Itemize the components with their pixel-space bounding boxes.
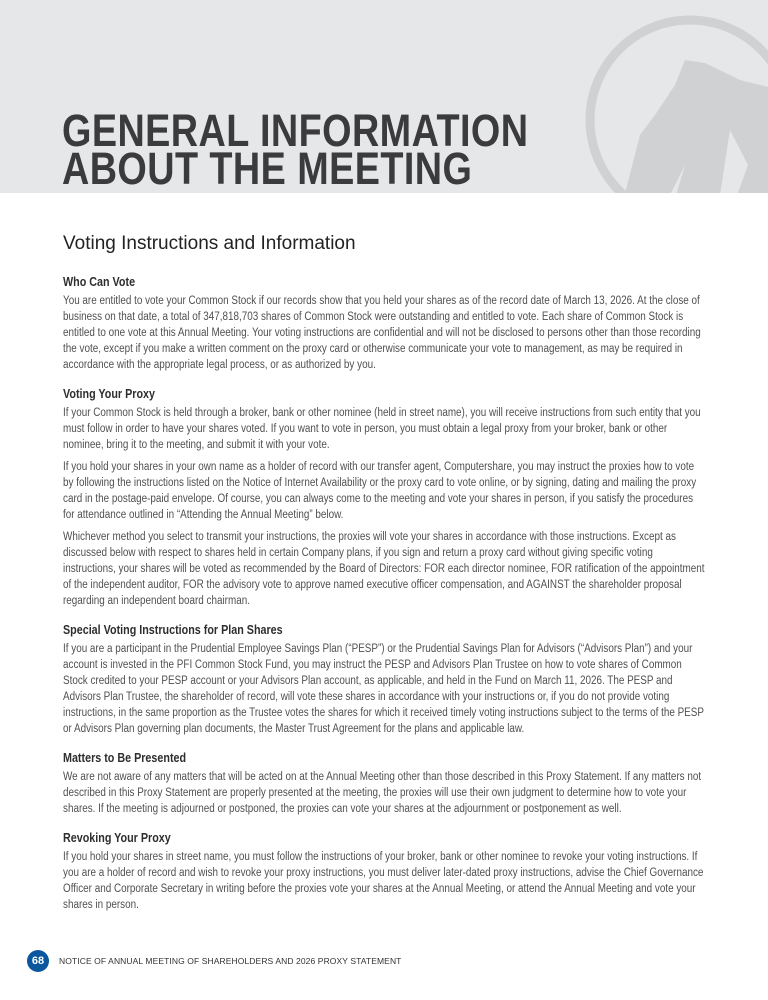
rock-logo-icon bbox=[580, 15, 768, 193]
paragraph: We are not aware of any matters that will be acted on at the Annual Meeting other than those described in this Proxy Statement. If any matters not described in this Proxy Statement are properly presented at the meeting, the proxies will use their own judgment to determine how to vote your shares. If the meeting is adjourned or postponed, the proxies can vote your shares at the adjournment or postponement as well. bbox=[63, 771, 702, 815]
heading-special-voting-instructions: Special Voting Instructions for Plan Shares bbox=[63, 623, 283, 637]
page-number-badge: 68 bbox=[27, 950, 49, 972]
document-body bbox=[63, 273, 706, 919]
page-title-line-2: ABOUT THE MEETING bbox=[62, 143, 473, 194]
page-title-line-1: GENERAL INFORMATION bbox=[62, 105, 529, 156]
paragraph: You are entitled to vote your Common Stock if our records show that you held your shares as of the record date of March 13, 2026. At the close of business on that date, a total of 347,818,703 shares of Common Stock were outstanding and entitled to vote. Each share of Common Stock is entitled to one vote at this Annual Meeting. Your voting instructions are confidential and will not be disclosed to persons other than those recording the vote, except if you make a written comment on the proxy card or otherwise communicate your vote to management, as may be required in accordance with the appropriate legal process, or as authorized by you. bbox=[63, 295, 701, 371]
heading-matters-to-be-presented: Matters to Be Presented bbox=[63, 751, 187, 765]
page-footer bbox=[27, 950, 401, 972]
section-title: Voting Instructions and Information bbox=[63, 233, 356, 254]
paragraph: If your Common Stock is held through a broker, bank or other nominee (held in street name), you will receive instructions from such entity that you must follow in order to have your shares voted. If you want to vote in person, you must obtain a legal proxy from your broker, bank or other nominee, bring it to the meeting, and submit it with your vote. bbox=[63, 407, 701, 451]
page-title bbox=[62, 105, 529, 194]
paragraph: If you hold your shares in street name, you must follow the instructions of your broker, bank or other nominee to revoke your voting instructions. If you are a holder of record and wish to revoke your proxy instructions, you must deliver later-dated proxy instructions, advise the Chief Governance Officer and Corporate Secretary in writing before the proxies vote your shares at the Annual Meeting, or attend the Annual Meeting and vote your shares in person. bbox=[63, 851, 704, 911]
paragraph: If you are a participant in the Prudential Employee Savings Plan (“PESP”) or the Prudential Savings Plan for Advisors (“Advisors Plan”) and your account is invested in the PFI Common Stock Fund, you may instruct the PESP and Advisors Plan Trustee on how to vote shares of Common Stock credited to your PESP account or your Advisors Plan account, as applicable, and held in the Fund on March 11, 2026. The PESP and Advisors Plan Trustee, the shareholder of record, will vote these shares in accordance with your instructions or, if you do not provide voting instructions, in the same proportion as the Trustee votes the shares for which it received timely voting instructions subject to the terms of the PESP or Advisors Plan governing plan documents, the Master Trust Agreement for the plans and applicable law. bbox=[63, 643, 704, 735]
paragraph: Whichever method you select to transmit your instructions, the proxies will vote your shares in accordance with those instructions. Except as discussed below with respect to shares held in certain Company plans, if you sign and return a proxy card without giving specific voting instructions, your shares will be voted as recommended by the Board of Directors: FOR each director nominee, FOR ratification of the appointment of the independent auditor, FOR the advisory vote to approve named executive officer compensation, and AGAINST the shareholder proposal regarding an independent board chairman. bbox=[63, 531, 705, 607]
heading-voting-your-proxy: Voting Your Proxy bbox=[63, 387, 155, 401]
footer-text: NOTICE OF ANNUAL MEETING OF SHAREHOLDERS AND 2026 PROXY STATEMENT bbox=[59, 956, 402, 966]
paragraph: If you hold your shares in your own name as a holder of record with our transfer agent, Computershare, you may instruct the proxies how to vote by following the instructions listed on the Notice of Internet Availability or the proxy card to vote online, or by signing, dating and mailing the proxy card in the postage-paid envelope. Of course, you can always come to the meeting and vote your shares in person, if you satisfy the procedures for attendance outlined in “Attending the Annual Meeting” below. bbox=[63, 461, 697, 521]
heading-who-can-vote: Who Can Vote bbox=[63, 275, 136, 289]
heading-revoking-your-proxy: Revoking Your Proxy bbox=[63, 831, 171, 845]
